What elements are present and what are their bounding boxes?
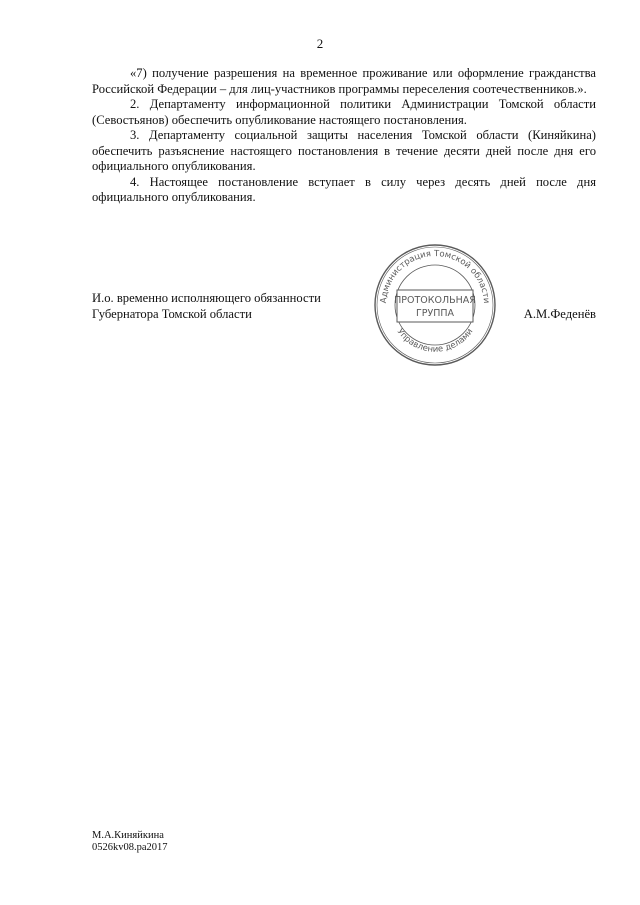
stamp-inner-line2: ГРУППА — [415, 308, 455, 319]
signer-name: А.М.Феденёв — [523, 307, 596, 321]
signer-title-line1: И.о. временно исполняющего обязанности — [92, 291, 321, 305]
paragraph-item-7: «7) получение разрешения на временное проживание или оформление гражданства Российской Федерации – для лиц-участников программы переселения соотечественников.». — [92, 66, 596, 96]
page-number: 2 — [316, 36, 324, 51]
stamp-outer-text-bottom: Управление делами — [394, 326, 476, 355]
stamp-inner-line1: ПРОТОКОЛЬНАЯ — [394, 295, 476, 306]
document-footer — [92, 830, 168, 854]
footer-author: М.А.Киняйкина — [92, 830, 164, 841]
stamp-outer-text-top: Администрация Томской области — [378, 248, 492, 304]
document-body — [92, 66, 596, 206]
paragraph-effective-date: 4. Настоящее постановление вступает в силу через десять дней после дня официального опубликования. — [92, 174, 596, 204]
paragraph-clarification: 3. Департаменту социальной защиты населения Томской области (Киняйкина) обеспечить разъяснение настоящего постановления в течение десяти дней после дня его официального опубликования. — [92, 128, 596, 173]
signer-title-line2: Губернатора Томской области — [92, 307, 252, 321]
footer-file-code: 0526kv08.pa2017 — [92, 842, 168, 853]
paragraph-publication: 2. Департаменту информационной политики Администрации Томской области (Севостьянов) обеспечить опубликование настоящего постановления. — [92, 97, 596, 127]
signature-block — [92, 291, 596, 325]
